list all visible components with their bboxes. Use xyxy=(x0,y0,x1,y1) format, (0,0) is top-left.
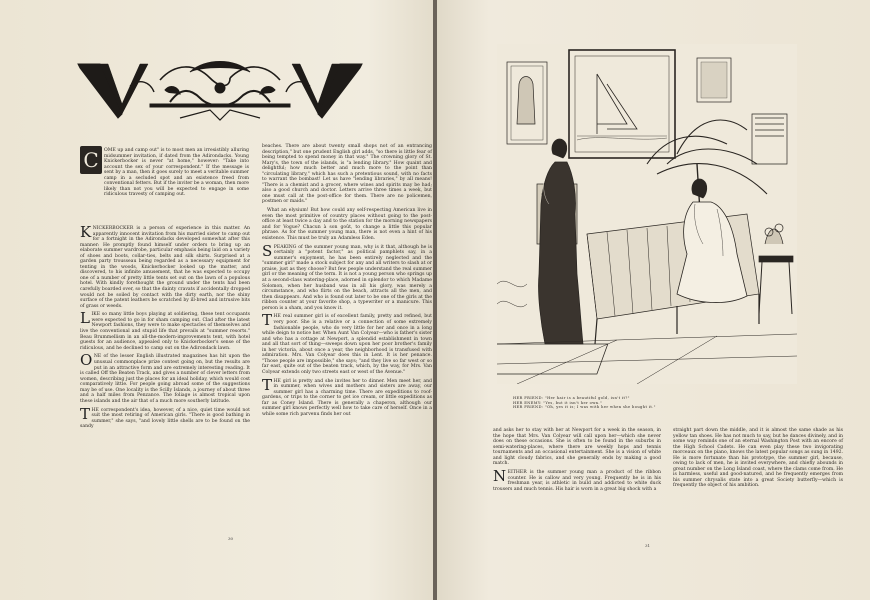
decorative-initial-letter: C xyxy=(83,148,99,172)
ornamental-title-banner xyxy=(70,58,370,126)
paragraph: LIKE so many little boys playing at soldiering, these tent occupants were expected to go in for sham camping out. Clad after the latest Newport fashions, they were to make spectacles of themselves and live the conventional and stupid life that prevails at "summer resorts." Beau Brummellism in an all-the-modern-improvements tent, with hotel guests for an audience, appealed only to Knickerbocker's sense of the ridiculous, and he declined to camp out on the Adirondack lawn. xyxy=(80,309,250,351)
paragraph: NEITHER is the summer young man a product of the ribbon counter. He is callow and very young. Frequently he is in his freshman year, is athletic in build and addicted to white duck trousers and much tennis. His hair is worn in a great big shock with a xyxy=(493,467,661,492)
paragraph: THE girl is pretty and she invites her to dinner. Men meet her, and in summer, when wives and mothers and sisters are away, our summer girl has a charming time. There are expeditions to roof-gardens, or trips to the corner to get ice cream, or little expeditions as far as Coney Island. There is generally a chaperon, although our summer girl knows perfectly well how to take care of herself. Once in a while some rich parvenu finds her out xyxy=(262,375,432,417)
right-page xyxy=(437,0,870,600)
parlor-illustration xyxy=(497,44,797,384)
left-column-2 xyxy=(262,144,432,421)
left-column-1 xyxy=(104,148,249,201)
right-column-2 xyxy=(673,428,843,492)
paragraph: straight part down the middle, and it is almost the same shade as his yellow tan shoes. He has not much to say, but he dances divinely, and in some way reminds one of an eternal Washington Post with an encore of the High School Cadets. He can even play these two invigorating morceaux on the piano, knows the latest popular songs as sung in 1492. He is more fortunate than his prototype, the summer girl, because, owing to lack of men, he is invited everywhere, and chiefly abounds in great number on the Long Island coast, where the clams come from. He is harmless, useful and good-natured, and he frequently emerges from his summer chrysalis state into a great Society butterfly—which is frequently the object of his ambition. xyxy=(673,428,843,489)
paragraph: OME up and camp out" is to most men an irresistibly alluring midsummer invitation, if dated from the Adirondacks. Young Knickerbocker is never "at home," however: "Take into account the sex of your correspondent." If the message is sent by a man, then it goes surely to meet a veritable summer camp in a secluded spot and an existence freed from conventional fetters. But if the inviter be a woman, then more likely than not you will be expected to engage in some ridiculous travesty of camping out. xyxy=(104,148,249,198)
paragraph: What an elysium! But how could any self-respecting American live in even the most primitive of country places without going to the post-office at least twice a day and to the station for the morning newspapers and for Vogue? Chacun à son goût, to change a little this popular phrase. As for the summer young man, there is not even a hint of his existence. This must be truly an Adamless Eden. xyxy=(262,208,432,241)
page-number-left: 30 xyxy=(228,536,234,541)
paragraph: SPEAKING of the summer young man, why is it that, although he is certainly a "potent factor," as political pamphlets say, in a summer's enjoyment, he has been entirely neglected and the "summer girl" made a stock subject for any and all writers to slash at or praise, just as they choose? But few people understand the real summer girl or the meaning of the term. It is not a young person who springs up at a second-class watering-place, adorned in splendor to which Madame Solomon, when her husband was in all his glory, was merely a circumstance, and who flirts on the beach, attracts all the men, and then disappears. And who is found out later to be one of the girls at the ribbon counter at your favorite shop, a typewriter or a manicure. This person is a sham, and you know it. xyxy=(262,241,432,311)
paragraph: THE correspondent's idea, however, of a nice, quiet time would not suit the most retiring of American girls. "There is good bathing in summer," she says, "and lovely little shells are to be found on the sandy xyxy=(80,404,250,430)
right-column-1 xyxy=(493,428,661,495)
left-column-1b xyxy=(80,223,250,433)
caption-line: HER ENEMY: "Yes, but it isn't her own." xyxy=(513,400,602,405)
paragraph: and asks her to stay with her at Newport for a week in the season, in the hope that Mrs. Van Colyear will call upon her—which she never does on these occasions. She is often to be found in the suburbs in semi-watering-places, where there are weekly hops and tennis tournaments and an occasional entertainment. She is a vision of white and light cloudy fabrics, and she generally ends by making a good match. xyxy=(493,428,661,467)
illustration-caption xyxy=(513,396,753,410)
caption-line: HER FRIEND: "Oh, yes it is; I was with her when she bought it." xyxy=(513,405,656,410)
paragraph: THE real summer girl is of excellent family, pretty and refined, but very poor. She is a relative or a connection of some extremely fashionable people, who do very little for her and once in a long while deign to notice her. When Aunt Van Colyear—who is father's sister and who has a cottage at Newport, a splendid establishment in town and all that sort of thing—sweeps down upon her poor brother's family in her victoria, about once a year, the neighborhood is transfused with admiration. Mrs. Van Colyear does this in Lent. It is her penance. "Those people are impossible," she says; "and they live so far west or so far east, quite out of the beaten track, which, by the way, for Mrs. Van Colyear extends only two streets east or west of the Avenue." xyxy=(262,311,432,375)
paragraph: ONE of the lesser English illustrated magazines has hit upon the unusual commonplace prize contest going on, but the results are put in an attractive form and are extremely interesting reading. It is called Off the Beaten Track, and gives a number of clever letters from women, describing just the places for an ideal holiday, which would cost comparatively little. For people going abroad some of the suggestions may be of use. One locality is the Scilly Islands, a journey of about three and a half miles from Penzance. The foliage is almost tropical upon these islands and the air that of a much more southerly latitude. xyxy=(80,351,250,404)
page-number-right: 31 xyxy=(645,543,651,548)
caption-line: HER FRIEND: "Her hair is a beautiful gold, isn't it?" xyxy=(513,396,630,400)
paragraph: beaches. There are about twenty small shops not of an entrancing description," but one prudent English girl adds, "so there is little fear of being tempted to spend money in that way." The crowning glory of St. Mary's, the town of the islands, is "a lending library." How quaint and delightful; how much better and much more to the point than "circulating library," which has such a pretentious sound, with no facts to warrant the bombast! Let us have "lending libraries," by all means! "There is a chemist and a grocer, where wines and spirits may be had; also a good church and doctor. Letters arrive three times a week, but one must call at the post-office for them. There are no policemen, postmen or maids." xyxy=(262,144,432,205)
left-page xyxy=(0,0,433,600)
paragraph: KNICKERBOCKER is a person of experience in this matter. An apparently innocent invitation from his married sister to camp out for a fortnight in the Adirondacks developed somewhat after this manner: He promptly found himself under orders to bring up an elaborate summer wardrobe, particular emphasis being laid on a variety of shoes and boots, collar-ties, belts and silk shirts. Surprised at a garden party trousseau being regarded as a necessary equipment for tenting in the woods, Knickerbocker looked up the matter, and discovered, to his infinite amusement, that he was expected to occupy one of a number of pretty little tents set out on the lawn of a populous hotel. With kindly forethought the ground under the tents had been carefully boarded over, so that the dainty cravats if accidentally dropped would not be soiled by contact with the dirty earth, nor the shiny surface of the patent leathers be scratched by ill-bred and intrusive bits of grass or weeds. xyxy=(80,223,250,309)
